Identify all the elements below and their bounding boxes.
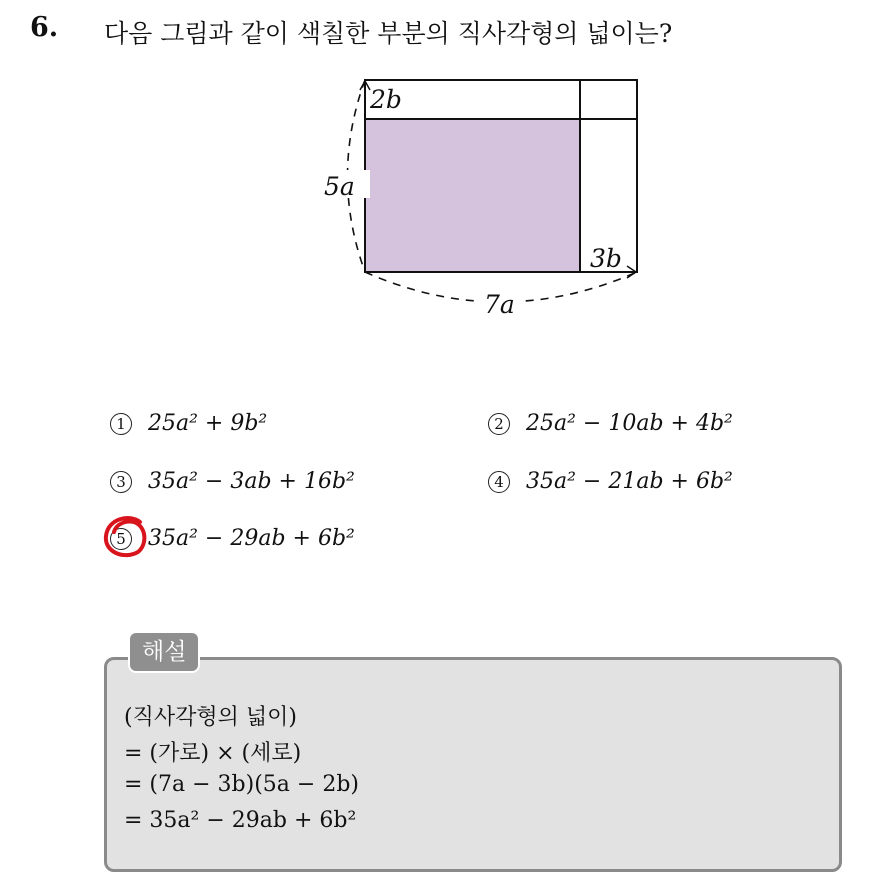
choice-1[interactable] bbox=[110, 411, 267, 436]
choice-3[interactable] bbox=[110, 469, 355, 494]
choice-expression: 25a² − 10ab + 4b² bbox=[526, 411, 733, 436]
choice-expression: 35a² − 21ab + 6b² bbox=[526, 469, 733, 494]
answer-circle-mark bbox=[100, 514, 152, 562]
choice-number: 5 bbox=[110, 528, 132, 550]
choice-expression: 25a² + 9b² bbox=[148, 411, 268, 436]
choice-number: 3 bbox=[110, 471, 132, 493]
label-5a: 5a bbox=[324, 172, 355, 201]
choice-expression: 35a² − 29ab + 6b² bbox=[148, 526, 355, 551]
label-7a: 7a bbox=[484, 290, 515, 319]
solution-tag: 해설 bbox=[128, 631, 200, 673]
choice-2[interactable] bbox=[488, 411, 733, 436]
choice-number: 4 bbox=[488, 471, 510, 493]
question-number: 6. bbox=[30, 12, 59, 43]
choice-4[interactable] bbox=[488, 469, 733, 494]
solution-line: = (가로) × (세로) bbox=[124, 741, 302, 766]
choice-expression: 35a² − 3ab + 16b² bbox=[148, 469, 355, 494]
shaded-rectangle bbox=[365, 119, 580, 272]
choice-number: 2 bbox=[488, 413, 510, 435]
solution-line: (직사각형의 넓이) bbox=[124, 705, 297, 730]
rectangle-figure bbox=[300, 60, 660, 330]
choice-number: 1 bbox=[110, 413, 132, 435]
question-text: 다음 그림과 같이 색칠한 부분의 직사각형의 넓이는? bbox=[104, 19, 673, 48]
solution-line: = 35a² − 29ab + 6b² bbox=[124, 808, 357, 833]
label-3b: 3b bbox=[590, 244, 622, 273]
label-2b: 2b bbox=[370, 85, 402, 114]
solution-line: = (7a − 3b)(5a − 2b) bbox=[124, 772, 359, 797]
